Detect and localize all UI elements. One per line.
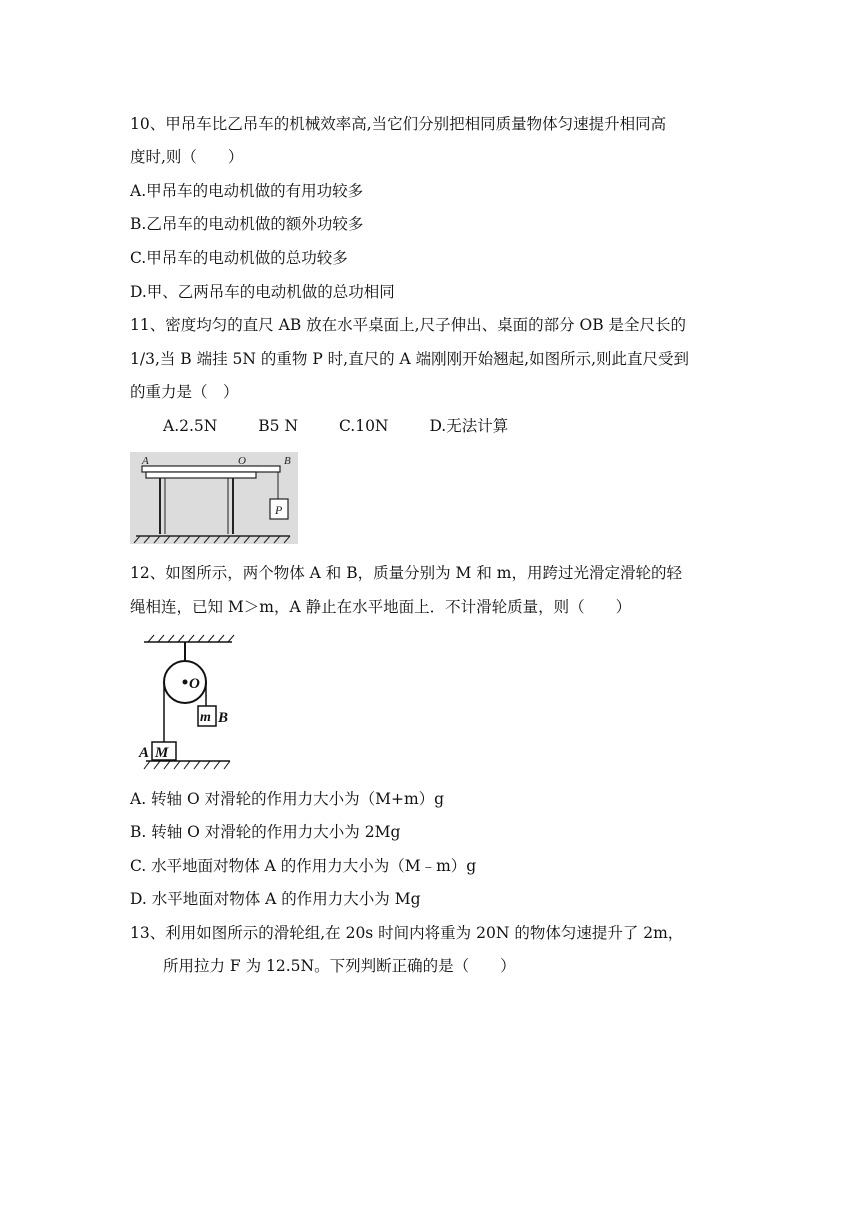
label-small-m: m [200,710,211,725]
label-p: P [275,503,283,517]
q13-stem-line-1: 13、利用如图所示的滑轮组,在 20s 时间内将重为 20N 的物体匀速提升了 2m， [130,924,684,942]
q10-option-b: B.乙吊车的电动机做的额外功较多 [130,215,364,233]
q13-stem-line-2: 所用拉力 F 为 12.5N。下列判断正确的是（ ） [163,957,516,975]
q10-stem-line-2: 度时,则（ ） [130,148,244,166]
label-a: A [142,455,149,467]
ruler-bar [142,466,280,472]
label-b: B [284,455,291,467]
label-o: O [189,676,200,692]
label-b: B [218,710,229,726]
pulley-figure [138,632,238,774]
label-a: A [139,745,150,761]
q11-option-d: D.无法计算 [429,417,509,435]
pulley-axle [183,680,188,685]
q11-option-c: C.10N [338,417,389,435]
q12-stem-line-2: 绳相连，已知 M＞m，A 静止在水平地面上．不计滑轮质量，则（ ） [130,598,632,616]
label-big-m: M [155,745,169,761]
q12-option-b: B. 转轴 O 对滑轮的作用力大小为 2Mg [130,823,401,841]
q12-stem-line-1: 12、如图所示，两个物体 A 和 B，质量分别为 M 和 m，用跨过光滑定滑轮的轻 [130,564,682,582]
q12-option-a: A. 转轴 O 对滑轮的作用力大小为（M+m）g [130,790,445,808]
q10-option-a: A.甲吊车的电动机做的有用功较多 [130,182,364,200]
q10-option-c: C.甲吊车的电动机做的总功较多 [130,249,348,267]
q11-option-a: A.2.5N [163,417,218,435]
q12-option-c: C. 水平地面对物体 A 的作用力大小为（M﹣m）g [130,857,477,875]
q11-stem-line-3: 的重力是（ ） [130,383,239,401]
q10-option-d: D.甲、乙两吊车的电动机做的总功相同 [130,283,395,301]
q11-options-row [163,416,544,436]
q11-stem-line-1: 11、密度均匀的直尺 AB 放在水平桌面上,尺子伸出、桌面的部分 OB 是全尺长的 [130,316,687,334]
q11-option-b: B5 N [258,417,299,435]
ruler-table-figure [130,452,298,544]
q12-option-d: D. 水平地面对物体 A 的作用力大小为 Mg [130,890,421,908]
table-top [146,472,256,478]
q10-stem-line-1: 10、甲吊车比乙吊车的机械效率高,当它们分别把相同质量物体匀速提升相同高 [130,115,667,133]
q11-stem-line-2: 1/3,当 B 端挂 5N 的重物 P 时,直尺的 A 端刚刚开始翘起,如图所示,则此直尺受到 [130,350,690,368]
label-o: O [238,455,246,467]
